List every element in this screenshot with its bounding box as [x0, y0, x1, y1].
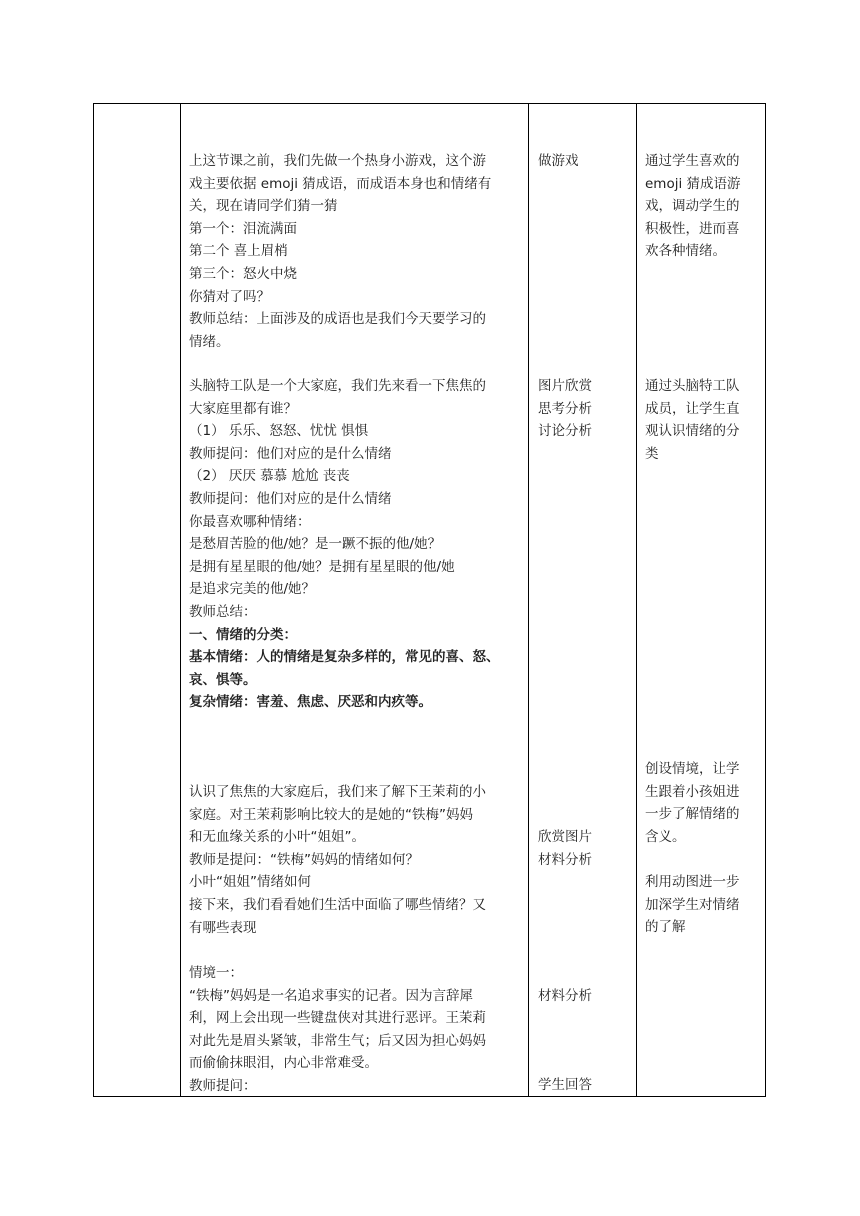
- text-line: 大家庭里都有谁？: [189, 400, 297, 417]
- text-line: 是追求完美的他/她？: [189, 581, 316, 598]
- purpose-text: 欢各种情绪。: [645, 243, 726, 260]
- activity-text: 图片欣赏: [538, 378, 592, 394]
- text-line: 第三个：怒火中烧: [189, 265, 297, 282]
- text-line: 第一个：泪流满面: [189, 220, 297, 237]
- purpose-text: 含义。: [645, 828, 686, 845]
- text-line: 利，网上会出现一些键盘侠对其进行恶评。王茉莉: [189, 1010, 486, 1027]
- section-heading: 一、情绪的分类：: [189, 626, 297, 643]
- text-line: 关，现在请同学们猜一猜: [189, 198, 338, 215]
- text-line: 有哪些表现: [189, 919, 257, 936]
- activity-analysis: [538, 375, 633, 443]
- activity-pictures: [538, 826, 633, 871]
- content-block-classification: [189, 375, 524, 714]
- text-line: 对此先是眉头紧皱，非常生气；后又因为担心妈妈: [189, 1032, 486, 1049]
- text-line: 教师提问：他们对应的是什么情绪: [189, 490, 392, 507]
- activity-text: 思考分析: [538, 400, 592, 417]
- text-line: “铁梅”妈妈是一名追求事实的记者。因为言辞犀: [189, 987, 473, 1004]
- text-line: 情绪。: [189, 333, 230, 350]
- purpose-text: 通过头脑特工队: [645, 378, 740, 394]
- text-line: 认识了焦焦的大家庭后，我们来了解下王茉莉的小: [189, 784, 486, 800]
- purpose-text: 类: [645, 445, 659, 462]
- text-line: 小叶“姐姐”情绪如何: [189, 874, 311, 891]
- table-border-top: [93, 103, 766, 104]
- activity-text: 讨论分析: [538, 423, 592, 440]
- activity-text: 材料分析: [538, 988, 592, 1004]
- text-line: 你最喜欢哪种情绪：: [189, 513, 311, 530]
- activity-text: 欣赏图片: [538, 829, 592, 845]
- purpose-text: 通过学生喜欢的: [645, 153, 740, 169]
- purpose-game: [645, 150, 763, 263]
- bold-text-line: 基本情绪：人的情绪是复杂多样的，常见的喜、怒、: [189, 649, 500, 666]
- activity-text: 材料分析: [538, 851, 592, 868]
- text-line: 接下来，我们看看她们生活中面临了哪些情绪？又: [189, 896, 486, 913]
- table-divider-1: [180, 103, 181, 1097]
- content-block-family: [189, 781, 524, 939]
- purpose-text: 创设情境，让学: [645, 761, 740, 777]
- bold-text-line: 复杂情绪：害羞、焦虑、厌恶和内疚等。: [189, 694, 432, 711]
- purpose-text: 的了解: [645, 919, 686, 936]
- content-block-warmup: [189, 150, 524, 353]
- text-line: 第二个 喜上眉梢: [189, 243, 288, 260]
- text-line: 和无血缘关系的小叶“姐姐”。: [189, 829, 365, 846]
- purpose-text: 成员，让学生直: [645, 400, 740, 417]
- table-border-right: [765, 103, 766, 1097]
- text-line: 上这节课之前，我们先做一个热身小游戏，这个游: [189, 153, 486, 169]
- text-line: 教师是提问：“铁梅”妈妈的情绪如何？: [189, 851, 419, 868]
- activity-text: 做游戏: [538, 153, 579, 169]
- activity-material: [538, 985, 633, 1008]
- text-line: （2） 厌厌 慕慕 尬尬 丧丧: [189, 468, 350, 485]
- text-line: 戏主要依据 emoji 猜成语，而成语本身也和情绪有: [189, 175, 492, 192]
- text-line: 情境一：: [189, 965, 243, 981]
- purpose-text: 一步了解情绪的: [645, 806, 740, 823]
- text-line: 教师总结：: [189, 603, 257, 620]
- activity-text: 学生回答: [538, 1077, 592, 1093]
- purpose-text: 戏，调动学生的: [645, 198, 740, 215]
- text-line: 而偷偷抹眼泪，内心非常难受。: [189, 1055, 378, 1072]
- bold-text-line: 哀、惧等。: [189, 671, 257, 688]
- table-border-left: [93, 103, 94, 1097]
- text-line: 教师提问：他们对应的是什么情绪: [189, 445, 392, 462]
- purpose-text: 生跟着小孩姐进: [645, 783, 740, 800]
- table-divider-2: [528, 103, 529, 1097]
- text-line: 头脑特工队是一个大家庭，我们先来看一下焦焦的: [189, 378, 486, 394]
- text-line: 你猜对了吗？: [189, 288, 270, 305]
- activity-game: [538, 150, 633, 173]
- purpose-text: emoji 猜成语游: [645, 175, 741, 192]
- text-line: 是拥有星星眼的他/她？是拥有星星眼的他/她: [189, 558, 455, 575]
- text-line: （1） 乐乐、怒怒、忧忧 惧惧: [189, 423, 369, 440]
- purpose-classification: [645, 375, 763, 465]
- text-line: 家庭。对王茉莉影响比较大的是她的“铁梅”妈妈: [189, 806, 473, 823]
- text-line: 教师总结：上面涉及的成语也是我们今天要学习的: [189, 311, 486, 328]
- content-block-scenario: [189, 962, 524, 1098]
- purpose-text: 观认识情绪的分: [645, 423, 740, 440]
- text-line: 教师提问：: [189, 1077, 257, 1094]
- purpose-text: 积极性，进而喜: [645, 220, 740, 237]
- purpose-text: 利用动图进一步: [645, 873, 740, 890]
- purpose-text: 加深学生对情绪: [645, 896, 740, 913]
- activity-answer: [538, 1074, 633, 1097]
- purpose-scenario: [645, 758, 763, 939]
- table-divider-3: [636, 103, 637, 1097]
- text-line: 是愁眉苦脸的他/她？是一蹶不振的他/她？: [189, 536, 442, 553]
